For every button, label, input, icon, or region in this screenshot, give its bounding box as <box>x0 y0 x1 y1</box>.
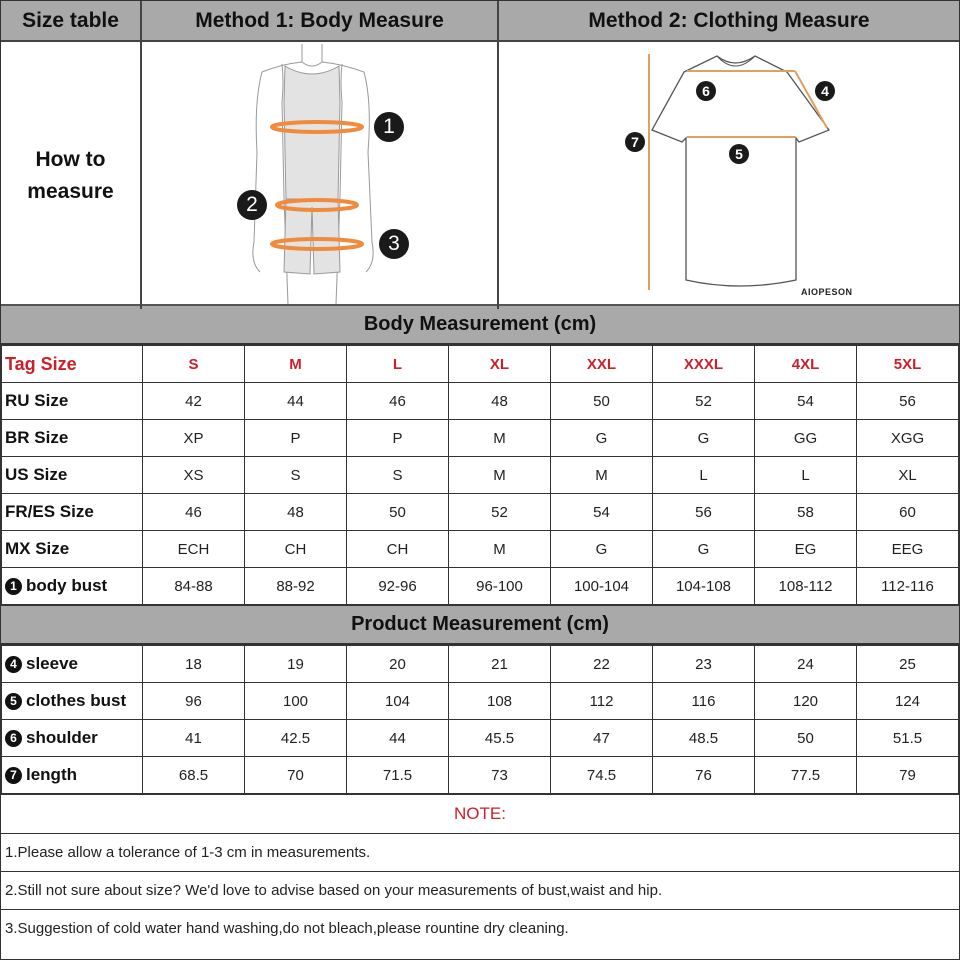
table-row <box>2 531 959 568</box>
row-label: 7 length <box>2 757 143 794</box>
table-row <box>2 757 959 794</box>
table-row <box>2 683 959 720</box>
marker-1-icon: 1 <box>374 112 404 142</box>
number-7-icon: 7 <box>5 767 22 784</box>
table-row <box>2 457 959 494</box>
table-cell: M <box>449 457 551 494</box>
clothing-measure-illustration <box>499 42 959 309</box>
table-row <box>2 646 959 683</box>
size-cell: M <box>245 346 347 383</box>
table-cell: 100-104 <box>551 568 653 605</box>
table-cell: 48 <box>245 494 347 531</box>
table-cell: 19 <box>245 646 347 683</box>
table-cell: 74.5 <box>551 757 653 794</box>
body-measurement-table <box>1 345 959 605</box>
row-label: US Size <box>2 457 143 494</box>
row-label: FR/ES Size <box>2 494 143 531</box>
table-cell: 84-88 <box>143 568 245 605</box>
marker-2-icon: 2 <box>237 190 267 220</box>
size-cell: XXXL <box>653 346 755 383</box>
product-measurement-heading: Product Measurement (cm) <box>1 605 959 645</box>
table-cell: M <box>449 420 551 457</box>
table-cell: 108 <box>449 683 551 720</box>
row-label: RU Size <box>2 383 143 420</box>
table-cell: 20 <box>347 646 449 683</box>
table-cell: 47 <box>551 720 653 757</box>
table-cell: 88-92 <box>245 568 347 605</box>
table-cell: 54 <box>755 383 857 420</box>
table-cell: 79 <box>857 757 959 794</box>
table-cell: 41 <box>143 720 245 757</box>
method1-title: Method 1: Body Measure <box>142 1 499 40</box>
table-cell: 44 <box>245 383 347 420</box>
row-label: 4 sleeve <box>2 646 143 683</box>
table-cell: 73 <box>449 757 551 794</box>
table-cell: G <box>653 531 755 568</box>
illustration-row <box>1 42 959 306</box>
table-cell: M <box>449 531 551 568</box>
table-cell: 56 <box>857 383 959 420</box>
row-label: MX Size <box>2 531 143 568</box>
marker-7-icon: 7 <box>625 132 645 152</box>
size-cell: 4XL <box>755 346 857 383</box>
table-cell: GG <box>755 420 857 457</box>
row-label: Tag Size <box>2 346 143 383</box>
size-cell: XXL <box>551 346 653 383</box>
row-label: BR Size <box>2 420 143 457</box>
table-cell: 124 <box>857 683 959 720</box>
number-4-icon: 4 <box>5 656 22 673</box>
how-to-measure-label: How to measure <box>1 42 142 309</box>
marker-4-icon: 4 <box>815 81 835 101</box>
table-cell: P <box>347 420 449 457</box>
size-cell: XL <box>449 346 551 383</box>
table-cell: 56 <box>653 494 755 531</box>
table-cell: P <box>245 420 347 457</box>
table-cell: 46 <box>347 383 449 420</box>
size-table-label: Size table <box>1 1 142 40</box>
note-item: 3.Suggestion of cold water hand washing,do not bleach,please rountine dry cleaning. <box>5 920 569 937</box>
note-item: 2.Still not sure about size? We'd love to advise based on your measurements of bust,waist and hip. <box>1 872 959 910</box>
table-cell: 51.5 <box>857 720 959 757</box>
body-measure-illustration <box>142 42 499 309</box>
table-cell: 104 <box>347 683 449 720</box>
table-cell: 50 <box>755 720 857 757</box>
table-cell: 42.5 <box>245 720 347 757</box>
table-row <box>2 720 959 757</box>
table-cell: S <box>347 457 449 494</box>
brand-label: AIOPESON <box>801 287 853 297</box>
table-cell: 44 <box>347 720 449 757</box>
tshirt-figure-icon <box>499 42 957 304</box>
table-cell: EEG <box>857 531 959 568</box>
number-5-icon: 5 <box>5 693 22 710</box>
table-cell: 48.5 <box>653 720 755 757</box>
marker-5-icon: 5 <box>729 144 749 164</box>
row-label: 6 shoulder <box>2 720 143 757</box>
table-cell: 23 <box>653 646 755 683</box>
table-row <box>2 494 959 531</box>
table-cell: 116 <box>653 683 755 720</box>
table-cell: 92-96 <box>347 568 449 605</box>
table-cell: 42 <box>143 383 245 420</box>
table-cell: 71.5 <box>347 757 449 794</box>
table-cell: G <box>653 420 755 457</box>
table-cell: 104-108 <box>653 568 755 605</box>
notes-list <box>1 834 959 947</box>
note-item: 1.Please allow a tolerance of 1-3 cm in measurements. <box>1 834 959 872</box>
table-cell: 52 <box>653 383 755 420</box>
body-measurement-heading: Body Measurement (cm) <box>1 306 959 345</box>
table-cell: 68.5 <box>143 757 245 794</box>
table-cell: 24 <box>755 646 857 683</box>
table-cell: 21 <box>449 646 551 683</box>
body-figure-icon <box>142 42 499 304</box>
table-cell: 76 <box>653 757 755 794</box>
table-cell: G <box>551 531 653 568</box>
table-cell: 50 <box>551 383 653 420</box>
table-cell: 54 <box>551 494 653 531</box>
table-cell: 100 <box>245 683 347 720</box>
table-cell: 108-112 <box>755 568 857 605</box>
number-1-icon: 1 <box>5 578 22 595</box>
table-cell: XS <box>143 457 245 494</box>
table-cell: 96 <box>143 683 245 720</box>
tag-size-row <box>2 346 959 383</box>
size-cell: S <box>143 346 245 383</box>
method2-title: Method 2: Clothing Measure <box>588 8 870 32</box>
table-cell: 50 <box>347 494 449 531</box>
table-cell: G <box>551 420 653 457</box>
size-cell: L <box>347 346 449 383</box>
row-label: 5 clothes bust <box>2 683 143 720</box>
table-cell: 25 <box>857 646 959 683</box>
table-row <box>2 568 959 605</box>
size-cell: 5XL <box>857 346 959 383</box>
table-cell: 46 <box>143 494 245 531</box>
table-row <box>2 420 959 457</box>
table-cell: 58 <box>755 494 857 531</box>
table-cell: 96-100 <box>449 568 551 605</box>
number-6-icon: 6 <box>5 730 22 747</box>
row-label: 1 body bust <box>2 568 143 605</box>
table-cell: CH <box>347 531 449 568</box>
table-cell: 120 <box>755 683 857 720</box>
note-heading: NOTE: <box>1 794 959 834</box>
table-cell: 70 <box>245 757 347 794</box>
table-cell: XGG <box>857 420 959 457</box>
table-cell: ECH <box>143 531 245 568</box>
table-cell: EG <box>755 531 857 568</box>
marker-6-icon: 6 <box>696 81 716 101</box>
table-cell: 18 <box>143 646 245 683</box>
table-cell: XP <box>143 420 245 457</box>
table-cell: S <box>245 457 347 494</box>
table-cell: 112 <box>551 683 653 720</box>
table-cell: L <box>653 457 755 494</box>
table-cell: 52 <box>449 494 551 531</box>
table-cell: 77.5 <box>755 757 857 794</box>
table-cell: CH <box>245 531 347 568</box>
product-measurement-table <box>1 645 959 794</box>
table-cell: 22 <box>551 646 653 683</box>
table-cell: L <box>755 457 857 494</box>
marker-3-icon: 3 <box>379 229 409 259</box>
table-cell: 45.5 <box>449 720 551 757</box>
table-row <box>2 383 959 420</box>
table-cell: 60 <box>857 494 959 531</box>
top-header-row <box>1 1 959 42</box>
table-cell: 112-116 <box>857 568 959 605</box>
table-cell: 48 <box>449 383 551 420</box>
table-cell: XL <box>857 457 959 494</box>
table-cell: M <box>551 457 653 494</box>
